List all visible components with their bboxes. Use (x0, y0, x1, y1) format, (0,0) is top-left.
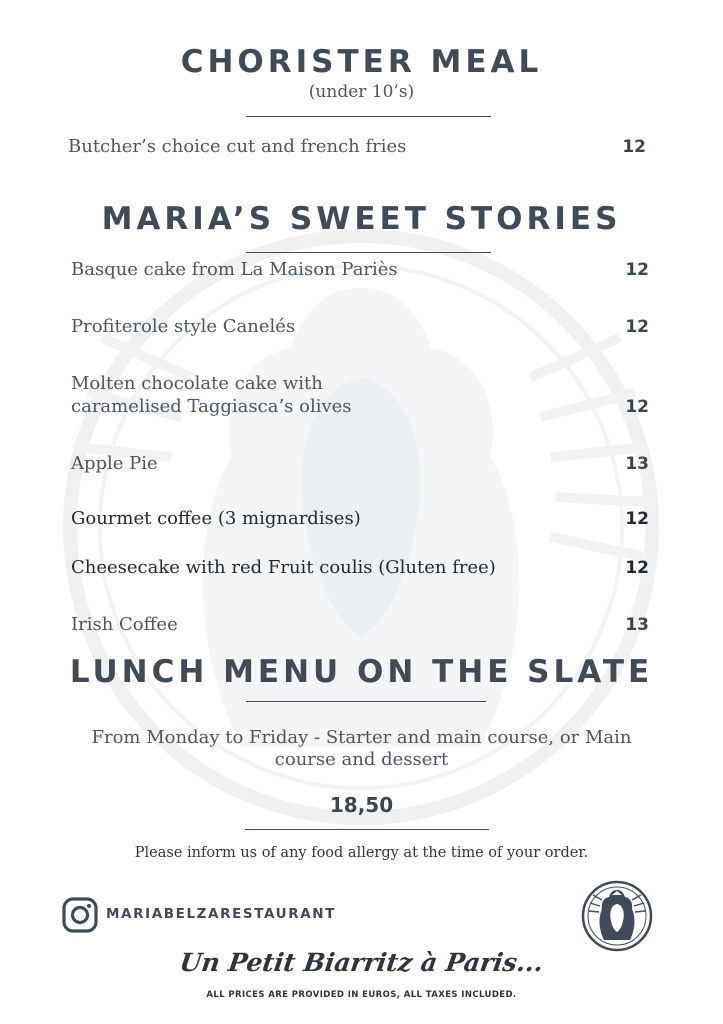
menu-item-name: Irish Coffee (71, 614, 178, 635)
menu-item-name-line2: caramelised Taggiasca’s olives (71, 396, 352, 417)
divider (245, 829, 489, 830)
menu-item-price: 12 (625, 509, 649, 529)
menu-item-name: Profiterole style Canelés (71, 316, 296, 337)
restaurant-logo-icon (581, 880, 653, 952)
menu-item-price: 12 (625, 317, 649, 337)
menu-item-name: Butcher’s choice cut and french fries (68, 136, 407, 157)
tagline: Un Petit Biarritz à Paris... (177, 948, 546, 977)
sweet-stories-title: MARIA’S SWEET STORIES (101, 201, 622, 237)
menu-item-price: 13 (625, 615, 649, 635)
menu-item-price: 13 (625, 454, 649, 474)
menu-item-price: 12 (625, 397, 649, 417)
allergy-note: Please inform us of any food allergy at the time of your order. (134, 845, 589, 861)
instagram-handle[interactable]: MARIABELZARESTAURANT (106, 906, 336, 922)
instagram-icon[interactable] (62, 897, 98, 933)
chorister-meal-title: CHORISTER MEAL (180, 44, 543, 80)
menu-item-name: Gourmet coffee (3 mignardises) (71, 508, 361, 529)
menu-item-name: Molten chocolate cake with (71, 373, 323, 394)
menu-item-price: 12 (625, 558, 649, 578)
lunch-menu-price: 18,50 (329, 793, 394, 817)
menu-item-price: 12 (625, 260, 649, 280)
prices-footer: ALL PRICES ARE PROVIDED IN EUROS, ALL TAXES INCLUDED. (206, 990, 517, 1000)
divider (246, 701, 486, 702)
divider (246, 252, 491, 253)
lunch-menu-line2: course and dessert (274, 749, 449, 770)
chorister-meal-subtitle: (under 10’s) (308, 82, 415, 102)
menu-item-name: Cheesecake with red Fruit coulis (Gluten free) (71, 557, 496, 578)
lunch-menu-title: LUNCH MENU ON THE SLATE (69, 654, 654, 690)
divider (246, 116, 491, 117)
menu-item-name: Basque cake from La Maison Pariès (71, 259, 398, 280)
menu-item-name: Apple Pie (71, 453, 158, 474)
menu-item-price: 12 (622, 137, 646, 157)
lunch-menu-line1: From Monday to Friday - Starter and main course, or Main (91, 727, 632, 748)
